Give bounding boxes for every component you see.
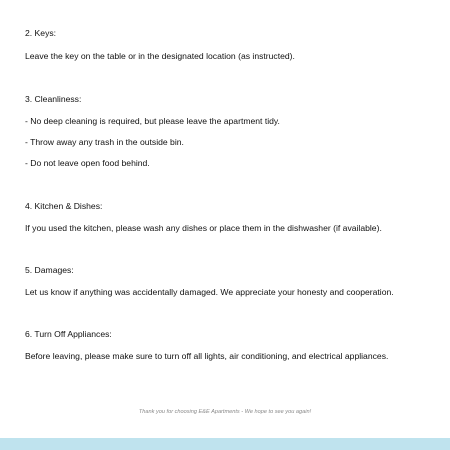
section-text-kitchen: If you used the kitchen, please wash any dishes or place them in the dishwasher (if available). (25, 223, 382, 233)
footer-note: Thank you for choosing E&E Apartments - We hope to see you again! (138, 409, 312, 415)
section-heading-damages: 5. Damages: (25, 265, 74, 275)
section-text-cleanliness-1: - No deep cleaning is required, but please leave the apartment tidy. (25, 116, 280, 126)
bottom-band (0, 438, 450, 450)
section-heading-kitchen: 4. Kitchen & Dishes: (25, 201, 103, 211)
section-text-appliances: Before leaving, please make sure to turn off all lights, air conditioning, and electrical appliances. (25, 351, 389, 361)
section-heading-cleanliness: 3. Cleanliness: (25, 94, 82, 104)
section-text-cleanliness-2: - Throw away any trash in the outside bin. (25, 137, 184, 147)
section-heading-appliances: 6. Turn Off Appliances: (25, 329, 112, 339)
section-text-keys: Leave the key on the table or in the designated location (as instructed). (25, 51, 295, 61)
section-heading-keys: 2. Keys: (25, 28, 57, 38)
section-text-damages: Let us know if anything was accidentally damaged. We appreciate your honesty and cooperation. (25, 287, 394, 297)
section-text-cleanliness-3: - Do not leave open food behind. (25, 158, 150, 168)
